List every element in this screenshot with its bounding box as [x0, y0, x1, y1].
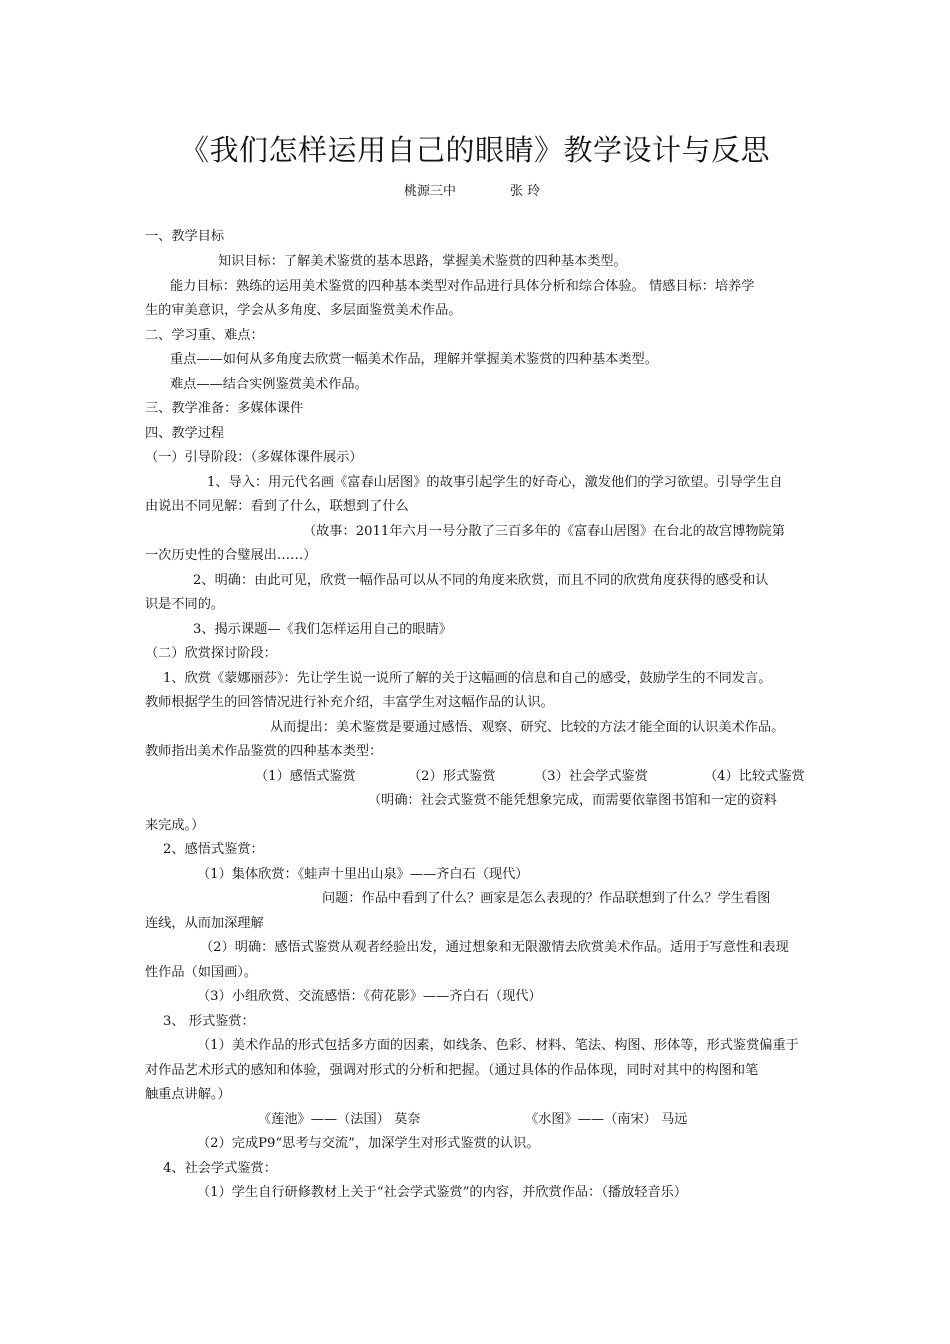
paragraph-line: 重点——如何从多角度去欣赏一幅美术作品，理解并掌握美术鉴赏的四种基本类型。: [170, 352, 658, 367]
author-name: 张 玲: [510, 184, 541, 199]
subsection-heading: 3、 形式鉴赏：: [163, 1014, 255, 1029]
paragraph-line: （1）美术作品的形式包括多方面的因素，如线条、色彩、材料、笔法、构图、形体等，形式鉴赏偏重于: [197, 1038, 799, 1053]
paragraph-line: 知识目标：了解美术鉴赏的基本思路，掌握美术鉴赏的四种基本类型。: [218, 254, 627, 269]
section-heading: 三、教学准备：多媒体课件: [145, 401, 304, 416]
paragraph-line: （2）完成P9“思考与交流”，加深学生对形式鉴赏的认识。: [197, 1136, 540, 1151]
paragraph-line: （1）学生自行研修教材上关于“社会学式鉴赏”的内容，并欣赏作品：（播放轻音乐）: [197, 1185, 688, 1200]
paragraph-line: （故事：2011年六月一号分散了三百多年的《富春山居图》在台北的故宫博物院第: [303, 524, 785, 539]
paragraph-line: 识是不同的。: [145, 597, 225, 612]
paragraph-line: 性作品（如国画）。: [145, 965, 258, 980]
type-item: （2）形式鉴赏: [408, 769, 496, 784]
paragraph-line: 生的审美意识，学会从多角度、多层面鉴赏美术作品。: [145, 303, 462, 318]
paragraph-line: （1）集体欣赏：《蛙声十里出山泉》——齐白石（现代）: [197, 867, 529, 882]
paragraph-line: 触重点讲解。）: [145, 1087, 231, 1102]
subsection-heading: 4、社会学式鉴赏：: [163, 1161, 277, 1176]
section-heading: 二、学习重、难点：: [145, 328, 264, 343]
paragraph-line: （2）明确：感悟式鉴赏从观者经验出发，通过想象和无限激情去欣赏美术作品。适用于写意性和表现: [200, 940, 789, 955]
type-item: （4）比较式鉴赏: [704, 769, 805, 784]
appreciation-types-row: [0, 768, 950, 786]
paragraph-line: 对作品艺术形式的感知和体验，强调对形式的分析和把握。（通过具体的作品体现，同时对其中的构图和笔: [145, 1063, 759, 1078]
section-heading: 四、教学过程: [145, 426, 225, 441]
school-name: 桃源三中: [404, 184, 457, 199]
paragraph-line: 问题：作品中看到了什么？画家是怎么表现的？作品联想到了什么？学生看图: [322, 891, 771, 906]
paragraph-line: 1、欣赏《蒙娜丽莎》：先让学生说一说所了解的关于这幅画的信息和自己的感受，鼓励学生的不同发言。: [163, 671, 772, 686]
paragraph-line: 由说出不同见解：看到了什么，联想到了什么: [145, 499, 409, 514]
byline: [0, 180, 950, 200]
works-row: [0, 1111, 950, 1129]
subsection-heading: （二）欣赏探讨阶段：: [145, 646, 277, 661]
paragraph-line: 3、揭示课题—《我们怎样运用自己的眼睛》: [193, 622, 452, 637]
document-title: 《我们怎样运用自己的眼睛》教学设计与反思: [179, 133, 770, 167]
paragraph-line: 教师指出美术作品鉴赏的四种基本类型：: [145, 744, 383, 759]
artwork-item: 《水图》——（南宋） 马远: [525, 1112, 688, 1127]
section-heading: 一、教学目标: [145, 229, 225, 244]
subsection-heading: （一）引导阶段：（多媒体课件展示）: [145, 450, 363, 465]
paragraph-line: 一次历史性的合璧展出……）: [145, 548, 317, 563]
paragraph-line: 来完成。）: [145, 818, 205, 833]
type-item: （3）社会学式鉴赏: [534, 769, 648, 784]
paragraph-line: 教师根据学生的回答情况进行补充介绍，丰富学生对这幅作品的认识。: [145, 695, 554, 710]
paragraph-line: 2、明确：由此可见，欣赏一幅作品可以从不同的角度来欣赏，而且不同的欣赏角度获得的感受和认: [193, 573, 769, 588]
artwork-item: 《莲池》——（法国） 莫奈: [258, 1112, 421, 1127]
paragraph-line: （3）小组欣赏、交流感悟：《荷花影》——齐白石（现代）: [197, 989, 542, 1004]
paragraph-line: 能力目标：熟练的运用美术鉴赏的四种基本类型对作品进行具体分析和综合体验。 情感目标：培养学: [170, 279, 755, 294]
paragraph-line: （明确：社会式鉴赏不能凭想象完成，而需要依靠图书馆和一定的资料: [368, 793, 777, 808]
paragraph-line: 连线，从而加深理解: [145, 916, 264, 931]
subsection-heading: 2、感悟式鉴赏：: [163, 842, 264, 857]
paragraph-line: 1、导入：用元代名画《富春山居图》的故事引起学生的好奇心，激发他们的学习欲望。引导学生自: [207, 475, 783, 490]
paragraph-line: 从而提出：美术鉴赏是要通过感悟、观察、研究、比较的方法才能全面的认识美术作品。: [270, 720, 785, 735]
paragraph-line: 难点——结合实例鉴赏美术作品。: [170, 377, 368, 392]
type-item: （1）感悟式鉴赏: [255, 769, 356, 784]
